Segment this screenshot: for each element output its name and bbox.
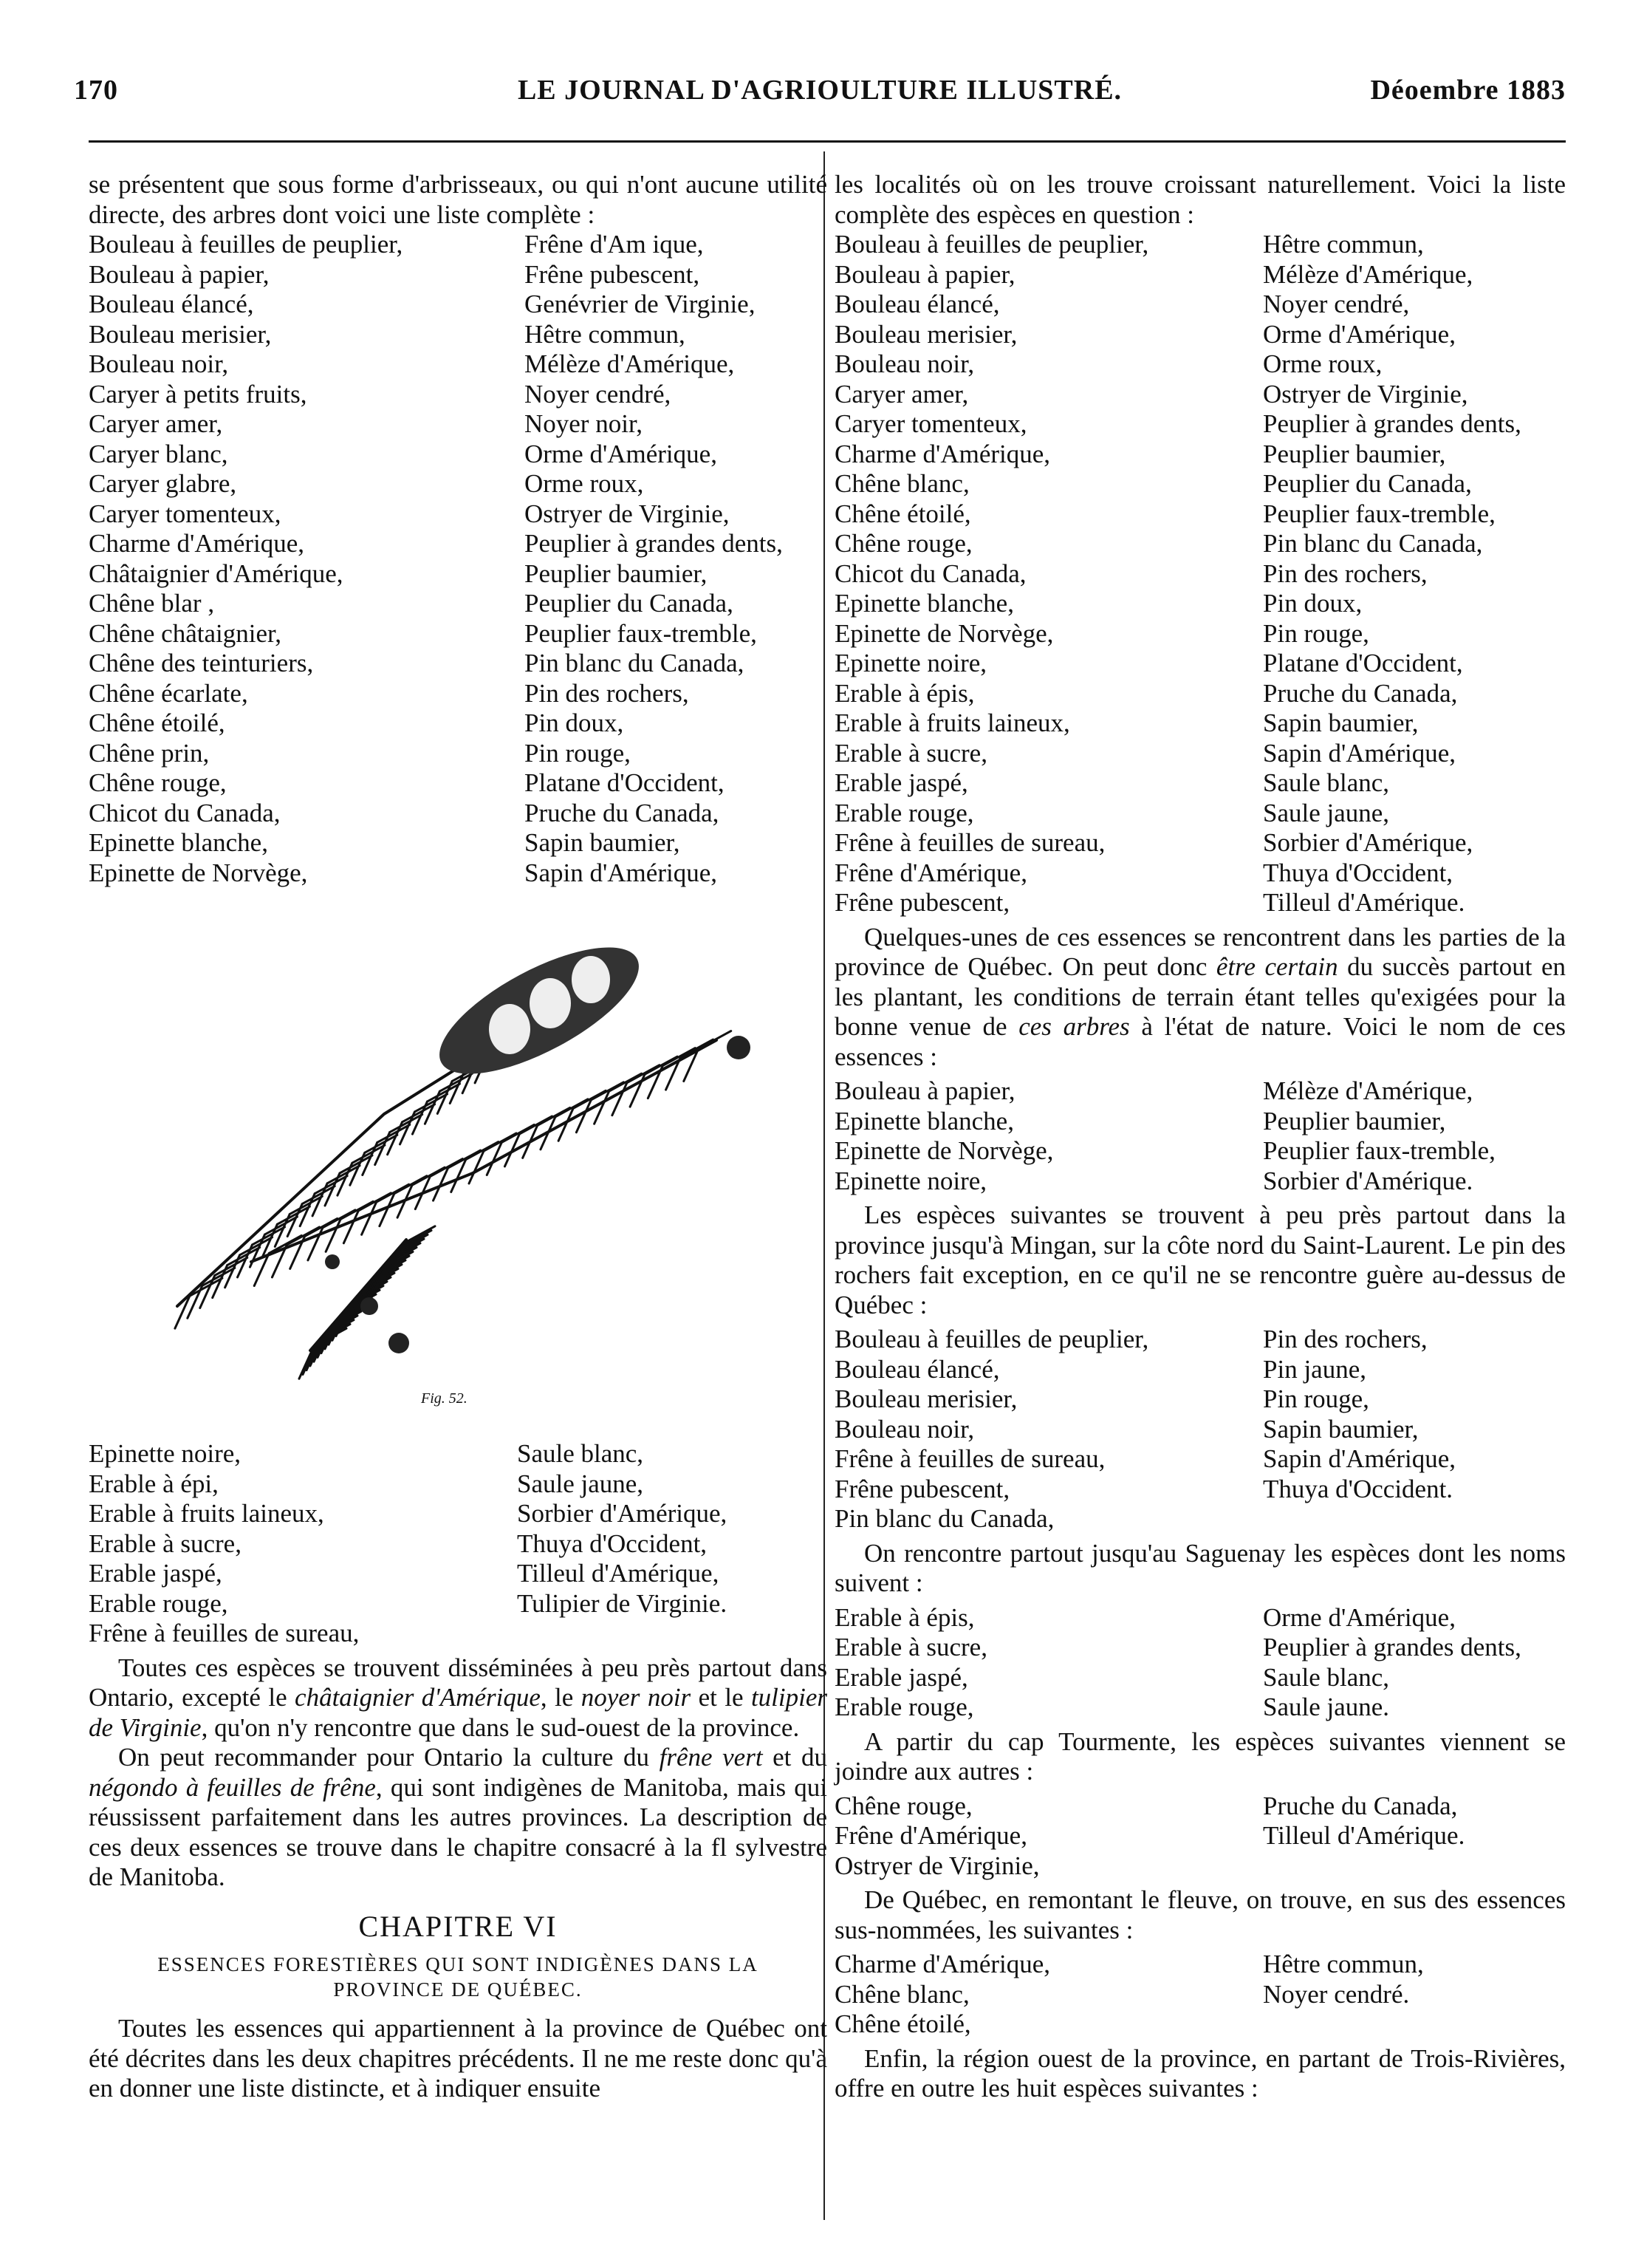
species-name: Orme d'Amérique, [524, 439, 717, 468]
species-name: Platane d'Occident, [1263, 649, 1463, 677]
species-name: Erable jaspé, [835, 1662, 968, 1692]
species-name: Pin rouge, [1263, 618, 1369, 648]
species-name: Sapin d'Amérique, [524, 858, 717, 887]
species-name: Caryer amer, [835, 379, 969, 409]
species-name: Mélèze d'Amérique, [524, 349, 735, 378]
species-name: Chêne blanc, [835, 1979, 970, 2009]
species-list [89, 1439, 827, 1649]
species-name: Chêne blar , [89, 589, 215, 618]
species-name: Frêne d'Am ique, [524, 230, 704, 259]
species-name: Peuplier faux-tremble, [1263, 499, 1496, 528]
species-name: Tilleul d'Amérique. [1263, 1821, 1465, 1850]
text-run: On peut recommander pour Ontario la culture du [118, 1743, 660, 1772]
species-name: Thuya d'Occident, [1263, 858, 1453, 887]
species-list [835, 230, 1566, 918]
species-name: Erable à fruits laineux, [835, 708, 1070, 737]
figure-caption: Fig. 52. [421, 1390, 467, 1407]
species-name: Frêne pubescent, [524, 259, 700, 289]
species-name: Frêne d'Amérique, [835, 1821, 1027, 1850]
text-run: Quelques-unes de ces essences se rencontrent dans les parties de la province de Québec. On peut donc [835, 922, 1566, 981]
species-name: Bouleau noir, [835, 349, 975, 378]
species-name: Genévrier de Virginie, [524, 290, 756, 318]
italic-run: frêne vert [659, 1743, 763, 1772]
species-name: Caryer amer, [89, 409, 223, 438]
species-name: Chicot du Canada, [835, 559, 1027, 588]
species-name: Erable à sucre, [835, 1633, 987, 1661]
species-name: Frêne à feuilles de sureau, [835, 828, 1106, 857]
species-name: Pin blanc du Canada, [524, 649, 744, 677]
journal-title: LE JOURNAL D'AGRIOULTURE ILLUSTRÉ. [517, 75, 1123, 106]
paragraph: On rencontre partout jusqu'au Saguenay les espèces dont les noms suivent : [835, 1538, 1566, 1597]
species-name: Orme roux, [524, 469, 644, 498]
species-name: Pin blanc du Canada, [1263, 529, 1483, 558]
species-name: Chêne étoilé, [835, 2009, 971, 2038]
species-name: Chêne rouge, [835, 529, 973, 558]
species-name: Pruche du Canada, [524, 798, 719, 827]
species-name: Epinette de Norvège, [835, 618, 1054, 648]
species-list [835, 1791, 1566, 1882]
species-name: Frêne à feuilles de sureau, [835, 1444, 1106, 1473]
species-name: Erable rouge, [89, 1588, 228, 1618]
species-name: Chêne rouge, [835, 1791, 973, 1820]
right-intro-paragraph: les localités où on les trouve croissant naturellement. Voici la liste complète des espèces en question : [835, 170, 1566, 229]
chapter-subtitle: ESSENCES FORESTIÈRES QUI SONT INDIGÈNES DANS LA PROVINCE DE QUÉBEC. [157, 1953, 758, 2001]
species-name: Sorbier d'Amérique, [517, 1499, 727, 1528]
species-name: Peuplier à grandes dents, [524, 529, 783, 558]
text-run: Toutes ces espèces se trouvent disséminées à peu près partout dans Ontario, excepté le [89, 1653, 827, 1712]
species-name: Erable jaspé, [835, 768, 968, 797]
page-number: 170 [74, 75, 118, 106]
chapter-heading: CHAPITRE VI [358, 1909, 558, 1943]
species-name: Pruche du Canada, [1263, 678, 1458, 708]
species-name: Sapin baumier, [524, 828, 680, 857]
species-name: Peuplier du Canada, [1263, 469, 1472, 498]
species-name: Caryer blanc, [89, 439, 228, 468]
text-run: à l'état de nature. Voici le nom de ces essences : [835, 1012, 1566, 1071]
species-name: Noyer noir, [524, 409, 643, 438]
species-name: Tilleul d'Amérique, [517, 1559, 719, 1588]
species-name: Platane d'Occident, [524, 768, 725, 797]
species-name: Peuplier à grandes dents, [1263, 1633, 1521, 1661]
page-header [74, 74, 1566, 118]
left-column [89, 170, 827, 2104]
species-name: Ostryer de Virginie, [524, 499, 730, 528]
left-intro-paragraph: se présentent que sous forme d'arbrisseaux, ou qui n'ont aucune utilité directe, des arbres dont voici une liste complète : [89, 170, 827, 229]
species-name: Sapin d'Amérique, [1263, 738, 1456, 768]
species-name: Epinette noire, [89, 1439, 242, 1468]
species-name: Sorbier d'Amérique, [1263, 828, 1473, 857]
species-name: Bouleau à papier, [835, 259, 1015, 289]
species-name: Pin rouge, [524, 738, 631, 768]
species-name: Thuya d'Occident. [1263, 1474, 1453, 1503]
species-name: Frêne pubescent, [835, 1474, 1010, 1503]
species-name: Peuplier à grandes dents, [1263, 409, 1521, 438]
species-name: Erable à épis, [835, 678, 975, 708]
species-name: Orme d'Amérique, [1263, 1602, 1456, 1632]
species-name: Erable rouge, [835, 798, 974, 827]
species-name: Ostryer de Virginie, [835, 1851, 1040, 1880]
species-name: Saule jaune, [1263, 798, 1390, 827]
species-name: Epinette de Norvège, [835, 1136, 1054, 1165]
paragraph: Les espèces suivantes se trouvent à peu près partout dans la province jusqu'à Mingan, sur la côte nord du Saint-Laurent. Le pin des rochers fait exception, en ce qu'il ne se rencontre guère au-dessus de Québec : [835, 1200, 1566, 1319]
species-name: Peuplier faux-tremble, [1263, 1136, 1496, 1165]
species-name: Bouleau merisier, [835, 1384, 1018, 1413]
text-run: et du [762, 1743, 827, 1772]
species-name: Saule jaune, [517, 1469, 644, 1498]
species-name: Hêtre commun, [1263, 1950, 1424, 1978]
species-name: Peuplier du Canada, [524, 589, 733, 618]
species-name: Bouleau noir, [835, 1414, 975, 1444]
text-run: , qu'on n'y rencontre que dans le sud-ouest de la province. [201, 1712, 800, 1742]
species-name: Mélèze d'Amérique, [1263, 1076, 1473, 1105]
text-run: et le [691, 1683, 751, 1712]
paragraph [835, 923, 1566, 1073]
species-name: Bouleau élancé, [835, 290, 1000, 318]
species-name: Epinette blanche, [89, 828, 268, 857]
species-name: Bouleau à feuilles de peuplier, [89, 230, 403, 259]
species-list [89, 230, 827, 888]
species-name: Erable à sucre, [89, 1528, 242, 1558]
species-name: Saule blanc, [517, 1439, 644, 1468]
species-name: Chêne blanc, [835, 469, 970, 498]
species-name: Sorbier d'Amérique. [1263, 1166, 1473, 1195]
species-name: Pruche du Canada, [1263, 1791, 1458, 1820]
species-name: Epinette blanche, [835, 589, 1014, 618]
species-name: Chêne rouge, [89, 768, 227, 797]
species-name: Sapin baumier, [1263, 708, 1419, 737]
text-run: , le [540, 1683, 581, 1712]
species-name: Hêtre commun, [1263, 230, 1424, 259]
species-name: Bouleau à papier, [89, 259, 270, 289]
species-name: Epinette noire, [835, 649, 987, 677]
species-list [835, 1325, 1566, 1534]
species-name: Noyer cendré, [1263, 290, 1410, 318]
species-name: Erable jaspé, [89, 1559, 222, 1588]
species-name: Epinette noire, [835, 1166, 987, 1195]
species-name: Epinette de Norvège, [89, 858, 308, 887]
species-name: Peuplier faux-tremble, [524, 618, 757, 648]
species-name: Caryer tomenteux, [89, 499, 281, 528]
species-name: Saule jaune. [1263, 1693, 1390, 1721]
species-name: Caryer glabre, [89, 469, 237, 498]
species-name: Thuya d'Occident, [517, 1528, 708, 1558]
paragraph [89, 1653, 827, 1743]
paragraph: Toutes les essences qui appartiennent à la province de Québec ont été décrites dans les deux chapitres précédents. Il ne me reste donc qu'à en donner une liste distincte, et à indiquer ensuite [89, 2014, 827, 2103]
species-name: Pin jaune, [1263, 1354, 1366, 1384]
species-name: Pin blanc du Canada, [835, 1504, 1055, 1533]
species-name: Frêne à feuilles de sureau, [89, 1619, 360, 1647]
species-name: Charme d'Amérique, [835, 439, 1051, 468]
paragraph: Enfin, la région ouest de la province, en partant de Trois-Rivières, offre en outre les huit espèces suivantes : [835, 2043, 1566, 2103]
species-name: Tulipier de Virginie. [517, 1588, 727, 1618]
header-rule [89, 140, 1566, 143]
italic-run: être certain [1216, 952, 1338, 981]
species-name [1263, 1504, 1566, 1534]
paragraph: A partir du cap Tourmente, les espèces suivantes viennent se joindre aux autres : [835, 1726, 1566, 1786]
italic-run: négondo à feuilles de frêne [89, 1772, 376, 1802]
species-name: Chêne des teinturiers, [89, 649, 314, 677]
species-name: Bouleau à feuilles de peuplier, [835, 230, 1149, 259]
species-list [835, 1603, 1566, 1723]
species-name: Pin des rochers, [1263, 559, 1428, 588]
species-name: Noyer cendré. [1263, 1979, 1410, 2009]
figure-52 [89, 892, 827, 1439]
species-name [517, 1619, 827, 1649]
species-name: Caryer à petits fruits, [89, 379, 307, 409]
species-name: Chêne étoilé, [89, 708, 225, 737]
species-name: Ostryer de Virginie, [1263, 379, 1468, 409]
species-list [835, 1950, 1566, 2040]
italic-run: tulipier de Virginie [89, 1683, 827, 1742]
species-name: Pin rouge, [1263, 1384, 1369, 1413]
species-name: Bouleau élancé, [835, 1354, 1000, 1384]
species-name: Chêne prin, [89, 738, 210, 768]
species-name: Hêtre commun, [524, 319, 685, 349]
species-list [835, 1076, 1566, 1196]
species-name: Erable à fruits laineux, [89, 1499, 324, 1528]
species-name: Sapin d'Amérique, [1263, 1444, 1456, 1473]
text-run: du succès partout en les plantant, les conditions de terrain étant telles qu'exigées pour la bonne venue de [835, 952, 1566, 1041]
species-name: Peuplier baumier, [1263, 1106, 1446, 1135]
species-name: Chêne étoilé, [835, 499, 971, 528]
species-name: Pin des rochers, [1263, 1325, 1428, 1353]
species-name: Caryer tomenteux, [835, 409, 1027, 438]
species-name: Châtaignier d'Amérique, [89, 559, 343, 588]
conifer-branch-illustration [89, 892, 827, 1380]
species-name: Epinette blanche, [835, 1106, 1014, 1135]
species-name: Erable à sucre, [835, 738, 987, 768]
species-name: Bouleau à papier, [835, 1076, 1015, 1105]
species-name: Chêne châtaignier, [89, 618, 281, 648]
species-name: Mélèze d'Amérique, [1263, 259, 1473, 289]
species-name: Erable rouge, [835, 1693, 974, 1721]
species-name: Bouleau à feuilles de peuplier, [835, 1325, 1149, 1353]
species-name: Erable à épi, [89, 1469, 219, 1498]
species-name: Saule blanc, [1263, 1662, 1390, 1692]
species-name: Orme d'Amérique, [1263, 319, 1456, 349]
species-name: Bouleau merisier, [835, 319, 1018, 349]
species-name: Erable à épis, [835, 1602, 975, 1632]
text-run: , qui sont indigènes de Manitoba, mais qui réussissent parfaitement dans les autres provinces. La description de ces deux essences se trouve dans le chapitre consacré à la fl sylvestre de Manitoba. [89, 1772, 827, 1891]
species-name: Charme d'Amérique, [89, 529, 305, 558]
species-name: Saule blanc, [1263, 768, 1390, 797]
italic-run: noyer noir [580, 1683, 691, 1712]
paragraph [89, 1743, 827, 1893]
species-name: Pin doux, [524, 708, 624, 737]
species-name: Peuplier baumier, [524, 559, 708, 588]
species-name [1263, 2009, 1566, 2040]
species-name: Charme d'Amérique, [835, 1950, 1051, 1978]
right-column [835, 170, 1566, 2104]
issue-date: Déoembre 1883 [1370, 75, 1566, 106]
species-name [1263, 1851, 1566, 1882]
species-name: Chêne écarlate, [89, 678, 248, 708]
species-name: Bouleau noir, [89, 349, 229, 378]
species-name: Tilleul d'Amérique. [1263, 888, 1465, 917]
species-name: Pin doux, [1263, 589, 1363, 618]
species-name: Frêne pubescent, [835, 888, 1010, 917]
species-name: Sapin baumier, [1263, 1414, 1419, 1444]
italic-run: ces arbres [1018, 1012, 1130, 1041]
species-name: Chicot du Canada, [89, 798, 281, 827]
species-name: Frêne d'Amérique, [835, 858, 1027, 887]
species-name: Noyer cendré, [524, 379, 671, 409]
species-name: Bouleau élancé, [89, 290, 254, 318]
species-name: Peuplier baumier, [1263, 439, 1446, 468]
species-name: Bouleau merisier, [89, 319, 272, 349]
species-name: Orme roux, [1263, 349, 1383, 378]
italic-run: châtaignier d'Amérique [295, 1683, 541, 1712]
paragraph: De Québec, en remontant le fleuve, on trouve, en sus des essences sus-nommées, les suivantes : [835, 1885, 1566, 1944]
species-name: Pin des rochers, [524, 678, 689, 708]
